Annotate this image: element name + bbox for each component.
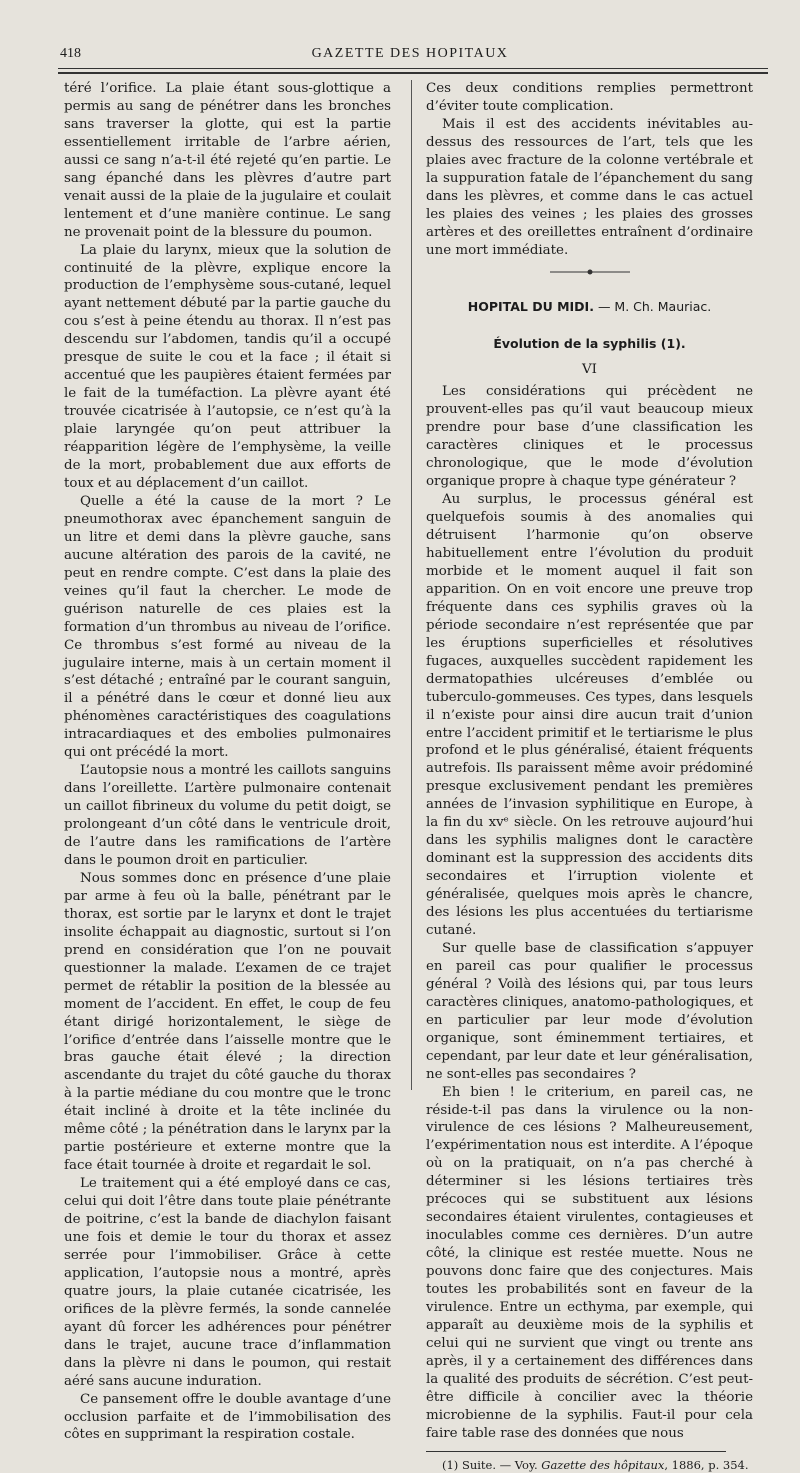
footnote — [426, 1458, 753, 1473]
footnote-rule — [426, 1451, 726, 1452]
column-divider — [411, 80, 412, 1090]
paragraph: Nous sommes donc en présence d’une plaie par arme à feu où la balle, pénétrant par le thorax, est sortie par le larynx et dont le trajet insolite échappait au diagnostic, surtout si l’on prend en considération que l’on ne pouvait questionner la malade. L’examen de ce trajet permet de rétablir la position de la blessée au moment de l’accident. En effet, le coup de feu étant dirigé horizontalement, le siège de l’orifice d’entrée dans l’aisselle montre que le bras gauche était élevé ; la direction ascendante du trajet du côté gauche du thorax à la partie médiane du cou montre que le tronc était incliné à droite et la tête inclinée du même côté ; la pénétration dans le larynx par la partie postérieure et externe montre que la face était tournée à droite et regardait le sol. — [64, 870, 391, 1174]
paragraph: Sur quelle base de classification s’appuyer en pareil cas pour qualifier le processus général ? Voilà des lésions qui, par tous leurs caractères cliniques, anatomo-pathologiques, et en particulier par leur mode d’évolution organique, sont éminemment tertiaires, et cependant, par leur date et leur généralisation, ne sont-elles pas secondaires ? — [426, 940, 753, 1082]
footnote-source: Gazette des hôpitaux — [541, 1457, 665, 1472]
paragraph: Le traitement qui a été employé dans ce cas, celui qui doit l’être dans toute plaie pénétrante de poitrine, c’est la bande de diachylon faisant une fois et demie le tour du thorax et assez serrée pour l’immobiliser. Grâce à cette application, l’autopsie nous a montré, après quatre jours, la plaie cutanée cicatrisée, les orifices de la plèvre fermés, la sonde cannelée ayant dû forcer les adhérences pour pénétrer dans le trajet, aucune trace d’inflammation dans la plèvre ni dans le poumon, qui restait aéré sans aucune induration. — [64, 1176, 391, 1389]
header-rule — [58, 68, 768, 69]
header-rule-double — [58, 72, 768, 74]
page-number: 418 — [60, 46, 81, 61]
left-column — [64, 80, 391, 1444]
page-header — [60, 44, 760, 64]
paragraph: Quelle a été la cause de la mort ? Le pneumothorax avec épanchement sanguin de un litre et demi dans la plèvre gauche, sans aucune altération des parois de la cavité, ne peut en rendre compte. C’est dans la plaie des veines qu’il faut la chercher. Le mode de guérison naturelle de ces plaies est la formation d’un thrombus au niveau de l’orifice. Ce thrombus s’est formé au niveau de la jugulaire interne, mais à un certain moment il s’est détaché ; entraîné par le courant sanguin, il a pénétré dans le cœur et donné lieu aux phénomènes caractéristiques des coagulations intracardiaques et des embolies pulmonaires qui ont précédé la mort. — [64, 493, 391, 761]
paragraph: Les considérations qui précèdent ne prouvent-elles pas qu’il vaut beaucoup mieux prendre pour base d’une classification les caractères cliniques et le processus chronologique, que le mode d’évolution organique propre à chaque type générateur ? — [426, 384, 753, 490]
paragraph: Ce pansement offre le double avantage d’une occlusion parfaite et de l’immobilisation des côtes en supprimant la respiration costale. — [64, 1391, 391, 1443]
paragraph: téré l’orifice. La plaie étant sous-glottique a permis au sang de pénétrer dans les bronches sans traverser la glotte, qui est la partie essentiellement irritable de l’arbre aérien, aussi ce sang n’a-t-il été rejeté qu’en partie. Le sang épanché dans les plèvres d’autre part venait aussi de la plaie de la jugulaire et coulait lentement et d’une manière continue. Le sang ne provenait point de la blessure du poumon. — [64, 81, 391, 240]
ornament-divider — [426, 268, 753, 278]
article-title: Évolution de la syphilis (1). — [493, 336, 686, 352]
paragraph: Ces deux conditions remplies permettront d’éviter toute complication. — [426, 81, 753, 114]
section-number: VI — [582, 362, 597, 378]
hospital-name: HOPITAL DU MIDI. — [467, 298, 594, 314]
paragraph: La plaie du larynx, mieux que la solution de continuité de la plèvre, explique encore la production de l’emphysème sous-cutané, lequel ayant nettement débuté par la partie gauche du cou s’est à peine étendu au thorax. Il n’est pas descendu sur l’abdomen, tandis qu’il a occupé presque de suite le cou et la face ; il était si accentué que les paupières étaient fermées par le fait de la tuméfaction. La plèvre ayant été trouvée cicatrisée à l’autopsie, ce n’est qu’à la plaie laryngée qu’on peut attribuer la réapparition légère de l’emphysème, la veille de la mort, probablement due aux efforts de toux et au déplacement d’un caillot. — [64, 242, 391, 491]
footnote-prefix: (1) Suite. — Voy. — [442, 1457, 542, 1472]
paragraph: L’autopsie nous a montré les caillots sanguins dans l’oreillette. L’artère pulmonaire contenait un caillot fibrineux du volume du petit doigt, se prolongeant d’un côté dans le ventricule droit, de l’autre dans les ramifications de l’artère dans le poumon droit en particulier. — [64, 763, 391, 868]
footnote-suffix: , 1886, p. 354. — [664, 1457, 749, 1472]
right-column — [426, 80, 753, 1473]
hospital-author: — M. Ch. Mauriac. — [593, 298, 712, 314]
paragraph: Au surplus, le processus général est quelquefois soumis à des anomalies qui détruisent l’harmonie qu’on observe habituellement entre l’évolution du produit morbide et le moment auquel il fait son apparition. On en voit encore une preuve trop fréquente dans ces syphilis graves où la période secondaire n’est représentée que par les éruptions superficielles et résolutives fugaces, auxquelles succèdent rapidement les dermatopathies ulcéreuses d’emblée ou tuberculo-gommeuses. Ces types, dans lesquels il n’existe pour ainsi dire aucun trait d’union entre l’accident primitif et le tertiarisme le plus profond et le plus généralisé, étaient fréquents autrefois. Ils paraissent même avoir prédominé presque exclusivement pendant les premières années de l’invasion syphilitique en Europe, à la fin du xvᵉ siècle. On les retrouve aujourd’hui dans les syphilis malignes dont le caractère dominant est la suppression des accidents dits secondaires et l’irruption violente et généralisée, quelques mois après le chancre, des lésions les plus accentuées du tertiarisme cutané. — [426, 492, 753, 938]
paragraph: Eh bien ! le criterium, en pareil cas, ne réside-t-il pas dans la virulence ou la non-virulence de ces lésions ? Malheureusement, l’expérimentation nous est interdite. A l’époque où on la pratiquait, on n’a pas cherché à déterminer si les lésions tertiaires très précoces qui se substituent aux lésions secondaires étaient virulentes, contagieuses et inoculables comme ces dernières. D’un autre côté, la clinique est restée muette. Nous ne pouvons donc faire que des conjectures. Mais toutes les probabilités sont en faveur de la virulence. Entre un ecthyma, par exemple, qui apparaît au deuxième mois de la syphilis et celui qui ne survient que vingt ou trente ans après, il y a certainement des différences dans la qualité des produits de sécrétion. C’est peut-être difficile à concilier avec la théorie microbienne de la syphilis. Faut-il pour cela faire table rase des données que nous — [426, 1084, 753, 1441]
hospital-heading — [426, 298, 753, 316]
paragraph: Mais il est des accidents inévitables au-dessus des ressources de l’art, tels que les plaies avec fracture de la colonne vertébrale et la suppuration fatale de l’épanchement du sang dans les plèvres, et comme dans le cas actuel les plaies des veines ; les plaies des grosses artères et des oreillettes entraînent d’ordinaire une mort immédiate. — [426, 116, 753, 258]
journal-title: GAZETTE DES HOPITAUX — [311, 46, 509, 61]
